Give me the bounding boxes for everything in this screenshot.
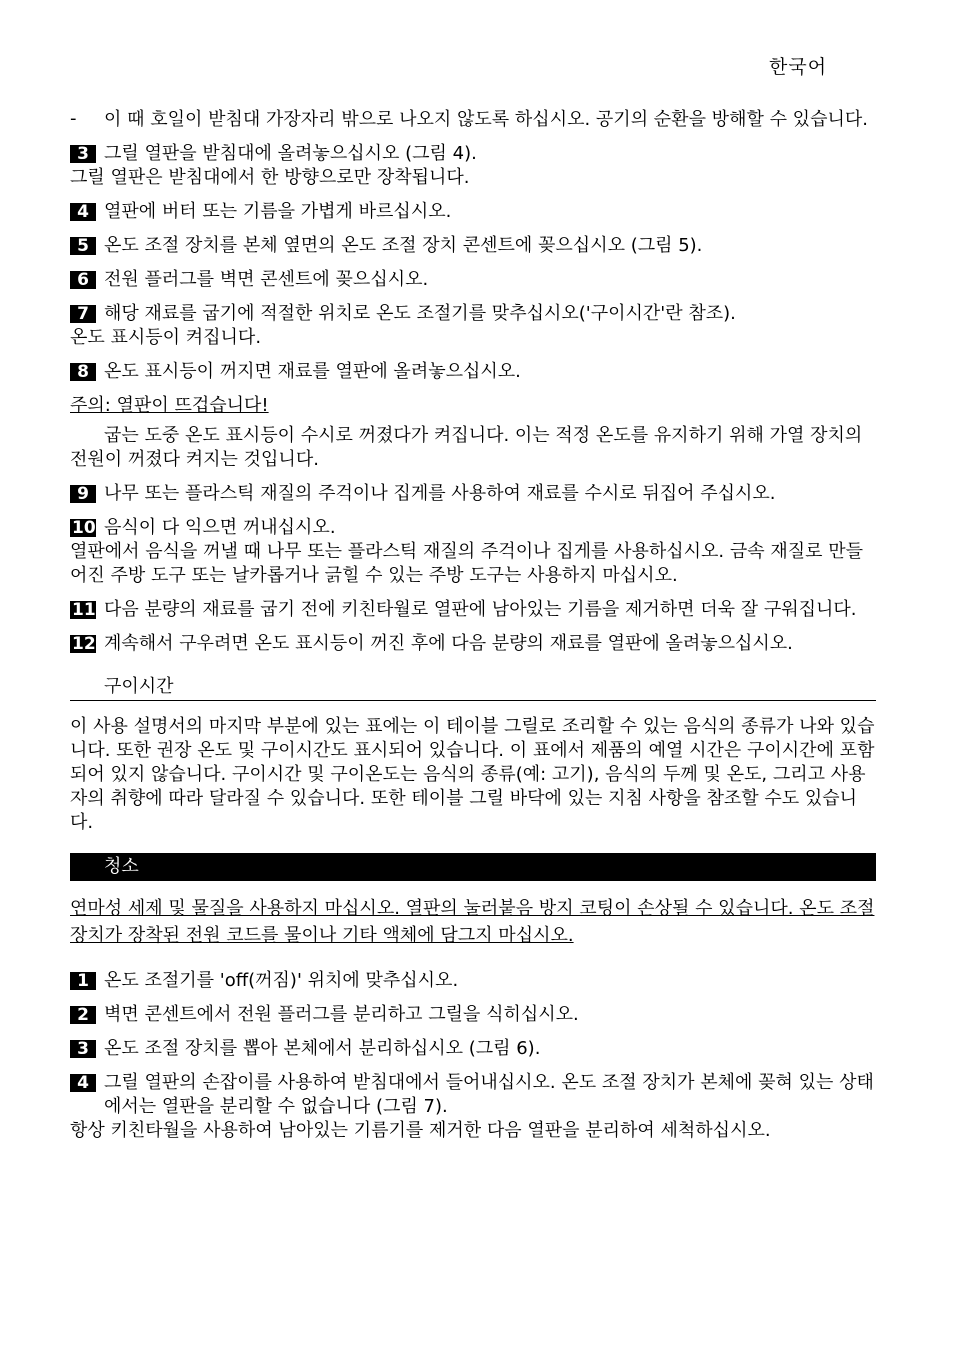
step-number: 3 bbox=[70, 1040, 96, 1058]
step-number: 1 bbox=[70, 972, 96, 990]
grill-time-section bbox=[70, 674, 876, 835]
step-number: 11 bbox=[72, 601, 96, 619]
step-text: 그릴 열판을 받침대에 올려놓으십시오 (그림 4). bbox=[104, 143, 477, 164]
step-text: 온도 조절 장치를 본체 옆면의 온도 조절 장치 콘센트에 꽂으십시오 (그림 5). bbox=[104, 235, 703, 256]
step-number: 8 bbox=[70, 363, 96, 381]
bullet-text: 이 때 호일이 받침대 가장자리 밖으로 나오지 않도록 하십시오. 공기의 순환을 방해할 수 있습니다. bbox=[104, 109, 868, 130]
usage-steps bbox=[70, 142, 876, 384]
step-text: 나무 또는 플라스틱 재질의 주걱이나 집게를 사용하여 재료를 수시로 뒤집어 주십시오. bbox=[104, 483, 776, 504]
step-text: 음식이 다 익으면 꺼내십시오. bbox=[104, 517, 336, 538]
step-number: 4 bbox=[70, 1074, 96, 1092]
step-item bbox=[70, 1071, 876, 1143]
step-text: 열판에 버터 또는 기름을 가볍게 바르십시오. bbox=[104, 201, 452, 222]
step-item bbox=[70, 632, 876, 656]
step-item bbox=[70, 1003, 876, 1027]
grill-time-text: 이 사용 설명서의 마지막 부분에 있는 표에는 이 테이블 그릴로 조리할 수 있는 음식의 종류가 나와 있습니다. 또한 권장 온도 및 구이시간도 표시되어 있습니다. 이 표에서 제품의 예열 시간은 구이시간에 포함되어 있지 않습니다. 구이시간 및 구이온도는 음식의 종류(예: 고기), 음식의 두께 및 온도, 그리고 사용자의 취향에 따라 달라질 수 있습니다. 또한 테이블 그릴 바닥에 있는 지침 사항을 참조할 수도 있습니다. bbox=[70, 716, 875, 833]
step-row bbox=[70, 142, 876, 166]
language-label: 한국어 bbox=[769, 56, 828, 78]
step-text: 온도 표시등이 꺼지면 재료를 열판에 올려놓으십시오. bbox=[104, 361, 521, 382]
step-number: 5 bbox=[70, 237, 96, 255]
bullet-dash: - bbox=[70, 108, 77, 129]
step-row bbox=[70, 268, 876, 292]
section-divider bbox=[70, 700, 876, 701]
step-item bbox=[70, 482, 876, 506]
step-number: 9 bbox=[70, 485, 96, 503]
section-title-grill-time: 구이시간 bbox=[104, 676, 174, 697]
step-item bbox=[70, 969, 876, 993]
step-item bbox=[70, 302, 876, 350]
step-number: 4 bbox=[70, 203, 96, 221]
step-item bbox=[70, 200, 876, 224]
step-item bbox=[70, 598, 876, 622]
step-row bbox=[70, 1003, 876, 1027]
step-note: 항상 키친타월을 사용하여 남아있는 기름기를 제거한 다음 열판을 분리하여 세척하십시오. bbox=[70, 1120, 771, 1141]
step-row bbox=[70, 632, 876, 656]
usage-steps-continued bbox=[70, 482, 876, 656]
step-item bbox=[70, 234, 876, 258]
step-row bbox=[70, 598, 876, 622]
step-item bbox=[70, 1037, 876, 1061]
cleaning-warning: 연마성 세제 및 물질을 사용하지 마십시오. 열판의 눌러붙음 방지 코팅이 손상될 수 있습니다. 온도 조절 장치가 장착된 전원 코드를 물이나 기타 액체에 담그지 마십시오. bbox=[70, 898, 875, 946]
step-text: 그릴 열판의 손잡이를 사용하여 받침대에서 들어내십시오. 온도 조절 장치가 본체에 꽂혀 있는 상태에서는 열판을 분리할 수 없습니다 (그림 7). bbox=[104, 1072, 874, 1117]
step-row bbox=[70, 969, 876, 993]
intro-bullet bbox=[70, 108, 876, 132]
step-row bbox=[70, 1037, 876, 1061]
step-number: 3 bbox=[70, 145, 96, 163]
step-text: 온도 조절 장치를 뽑아 본체에서 분리하십시오 (그림 6). bbox=[104, 1038, 541, 1059]
step-text: 다음 분량의 재료를 굽기 전에 키친타월로 열판에 남아있는 기름을 제거하면 더욱 잘 구워집니다. bbox=[104, 599, 857, 620]
step-row bbox=[70, 482, 876, 506]
step-item bbox=[70, 268, 876, 292]
step-note: 그릴 열판은 받침대에서 한 방향으로만 장착됩니다. bbox=[70, 167, 470, 188]
step-note: 열판에서 음식을 꺼낼 때 나무 또는 플라스틱 재질의 주걱이나 집게를 사용하십시오. 금속 재질로 만들어진 주방 도구 또는 날카롭거나 긁힐 수 있는 주방 도구는 사용하지 마십시오. bbox=[70, 541, 864, 586]
step-text: 온도 조절기를 'off(꺼짐)' 위치에 맞추십시오. bbox=[104, 970, 459, 991]
step-item bbox=[70, 142, 876, 190]
step-text: 벽면 콘센트에서 전원 플러그를 분리하고 그릴을 식히십시오. bbox=[104, 1004, 579, 1025]
section-title-cleaning: 청소 bbox=[70, 853, 876, 881]
step-note: 온도 표시등이 켜집니다. bbox=[70, 327, 262, 348]
step-row bbox=[70, 516, 876, 540]
step-text: 전원 플러그를 벽면 콘센트에 꽂으십시오. bbox=[104, 269, 429, 290]
step-number: 2 bbox=[70, 1006, 96, 1024]
step-item bbox=[70, 516, 876, 588]
step-text: 계속해서 구우려면 온도 표시등이 꺼진 후에 다음 분량의 재료를 열판에 올려놓으십시오. bbox=[104, 633, 793, 654]
caution-block bbox=[70, 394, 876, 472]
step-row bbox=[70, 1071, 876, 1119]
caution-text: 굽는 도중 온도 표시등이 수시로 꺼졌다가 켜집니다. 이는 적정 온도를 유지하기 위해 가열 장치의 전원이 꺼졌다 켜지는 것입니다. bbox=[70, 425, 863, 470]
step-row bbox=[70, 234, 876, 258]
step-row bbox=[70, 302, 876, 326]
step-number: 7 bbox=[70, 305, 96, 323]
step-row bbox=[70, 200, 876, 224]
step-item bbox=[70, 360, 876, 384]
cleaning-steps bbox=[70, 969, 876, 1143]
caution-title: 주의: 열판이 뜨겁습니다! bbox=[70, 395, 269, 416]
step-number: 6 bbox=[70, 271, 96, 289]
step-row bbox=[70, 360, 876, 384]
step-number: 10 bbox=[72, 519, 96, 537]
manual-page-content bbox=[70, 108, 876, 1153]
step-number: 12 bbox=[72, 635, 96, 653]
step-text: 해당 재료를 굽기에 적절한 위치로 온도 조절기를 맞추십시오('구이시간'란 참조). bbox=[104, 303, 736, 324]
